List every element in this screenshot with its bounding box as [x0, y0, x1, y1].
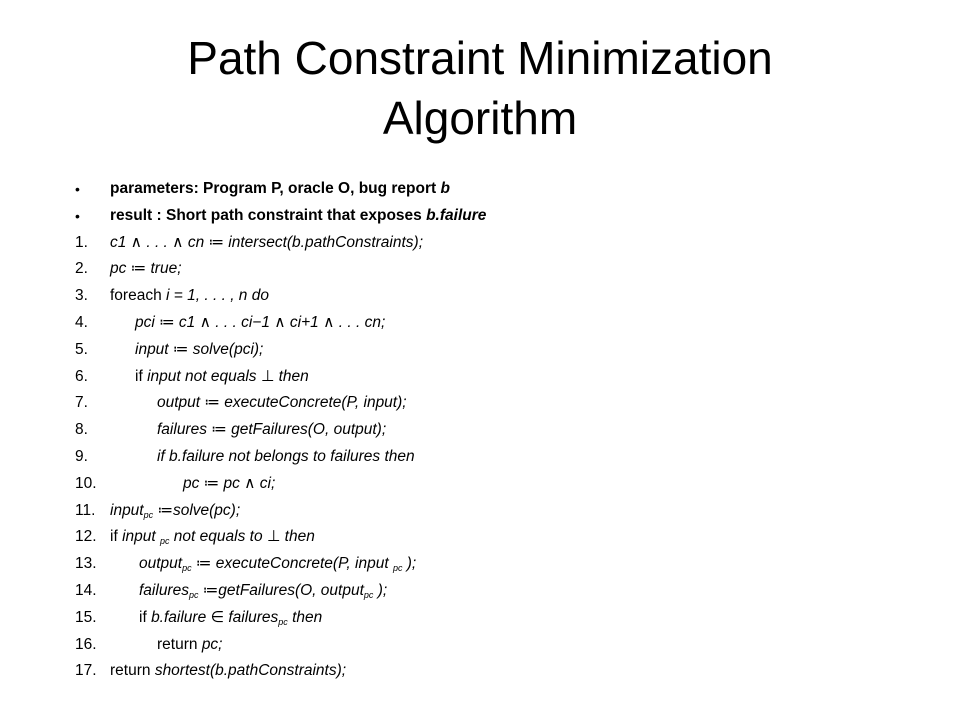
step-text [110, 658, 346, 685]
step-fragment: not equals to ⊥ then [169, 528, 315, 546]
step-fragment: output [139, 555, 183, 573]
algorithm-step [75, 658, 895, 685]
step-fragment: ≔getFailures(O, output [198, 581, 364, 599]
step-fragment: if [135, 367, 148, 385]
step-text [139, 605, 322, 632]
algorithm-step [75, 578, 895, 605]
step-number: 6. [75, 367, 88, 385]
algorithm-step [75, 390, 895, 417]
step-text [135, 337, 263, 364]
step-text [110, 283, 269, 310]
step-fragment: ≔solve(pc); [153, 501, 241, 519]
algorithm-steps [75, 230, 895, 686]
step-fragment: then [287, 608, 323, 626]
step-text [157, 632, 223, 659]
step-number: 11. [75, 501, 96, 519]
algorithm-step [75, 471, 895, 498]
step-fragment: if [139, 608, 152, 626]
step-text [110, 524, 315, 551]
algorithm-step [75, 524, 895, 551]
step-number: 12. [75, 528, 97, 546]
step-number: 1. [75, 233, 88, 251]
step-fragment: if b.failure not belongs to failures then [157, 447, 415, 465]
subscript: pc [188, 589, 199, 600]
step-fragment: return [110, 662, 155, 680]
subscript: pc [363, 589, 374, 600]
step-number: 13. [75, 555, 97, 573]
step-number: 8. [75, 421, 88, 439]
step-fragment: failures ≔ getFailures(O, output); [157, 421, 387, 439]
step-fragment: ≔ executeConcrete(P, input [191, 555, 393, 573]
step-fragment: return [157, 635, 202, 653]
step-fragment: c1 ∧ . . . ∧ cn ≔ intersect(b.pathConstraints); [110, 233, 423, 251]
algorithm-step [75, 364, 895, 391]
step-fragment: output ≔ executeConcrete(P, input); [157, 394, 407, 412]
step-number: 9. [75, 447, 88, 465]
step-fragment: input ≔ solve(pci); [135, 340, 264, 358]
step-number: 17. [75, 662, 97, 680]
step-text [157, 444, 415, 471]
step-fragment: input [110, 501, 144, 519]
step-fragment: input not equals ⊥ then [147, 367, 309, 385]
step-number: 2. [75, 260, 88, 278]
algorithm-body [75, 176, 895, 685]
step-fragment: ); [402, 555, 417, 573]
step-number: 4. [75, 313, 88, 331]
algorithm-step [75, 498, 895, 525]
algorithm-step [75, 444, 895, 471]
step-text [110, 498, 240, 525]
step-number: 7. [75, 394, 88, 412]
step-fragment: failures [139, 581, 189, 599]
step-text [157, 417, 386, 444]
step-fragment: pc; [201, 635, 223, 653]
subscript: pc [278, 616, 288, 627]
step-text [139, 551, 416, 578]
algorithm-step [75, 283, 895, 310]
step-fragment: input [122, 528, 160, 546]
title-line-2: Algorithm [382, 92, 578, 144]
step-fragment: foreach [110, 287, 167, 305]
algorithm-step [75, 230, 895, 257]
algorithm-step [75, 337, 895, 364]
bullet-label: parameters: Program P, oracle O, bug report [110, 180, 441, 197]
algorithm-step [75, 417, 895, 444]
subscript: pc [143, 509, 154, 520]
step-number: 10. [75, 474, 97, 492]
step-number: 3. [75, 287, 88, 305]
bullet-icon: • [75, 207, 80, 224]
bullet-text [110, 176, 450, 203]
algorithm-step [75, 551, 895, 578]
subscript: pc [159, 536, 170, 547]
title-line-1: Path Constraint Minimization [187, 32, 773, 84]
algorithm-step [75, 310, 895, 337]
step-text [110, 256, 182, 283]
step-number: 14. [75, 581, 97, 599]
bullet-parameters [75, 176, 895, 203]
step-fragment: b.failure ∈ failures [151, 608, 279, 626]
step-text [183, 471, 275, 498]
step-fragment: pc ≔ true; [110, 260, 182, 278]
step-number: 15. [75, 608, 97, 626]
subscript: pc [392, 563, 403, 574]
bullet-var: b.failure [426, 206, 487, 224]
step-fragment: pc ≔ pc ∧ ci; [183, 474, 276, 492]
step-text [110, 230, 423, 257]
bullet-var: b [440, 180, 450, 197]
algorithm-step [75, 256, 895, 283]
step-fragment: if [110, 528, 123, 546]
step-fragment: i = 1, . . . , n do [166, 287, 269, 305]
subscript: pc [182, 563, 192, 574]
step-text [135, 364, 309, 391]
bullet-icon: • [75, 181, 80, 197]
bullet-result [75, 203, 895, 230]
step-text [135, 310, 385, 337]
step-number: 5. [75, 340, 88, 358]
bullet-label: result : Short path constraint that exposes [110, 206, 427, 224]
algorithm-step [75, 632, 895, 659]
algorithm-step [75, 605, 895, 632]
step-fragment: ); [373, 581, 388, 599]
slide-title [60, 28, 900, 148]
bullet-text [110, 203, 486, 230]
step-text [139, 578, 387, 605]
step-fragment: pci ≔ c1 ∧ . . . ci−1 ∧ ci+1 ∧ . . . cn; [135, 313, 386, 331]
step-number: 16. [75, 635, 97, 653]
step-text [157, 390, 407, 417]
step-fragment: shortest(b.pathConstraints); [154, 662, 347, 680]
